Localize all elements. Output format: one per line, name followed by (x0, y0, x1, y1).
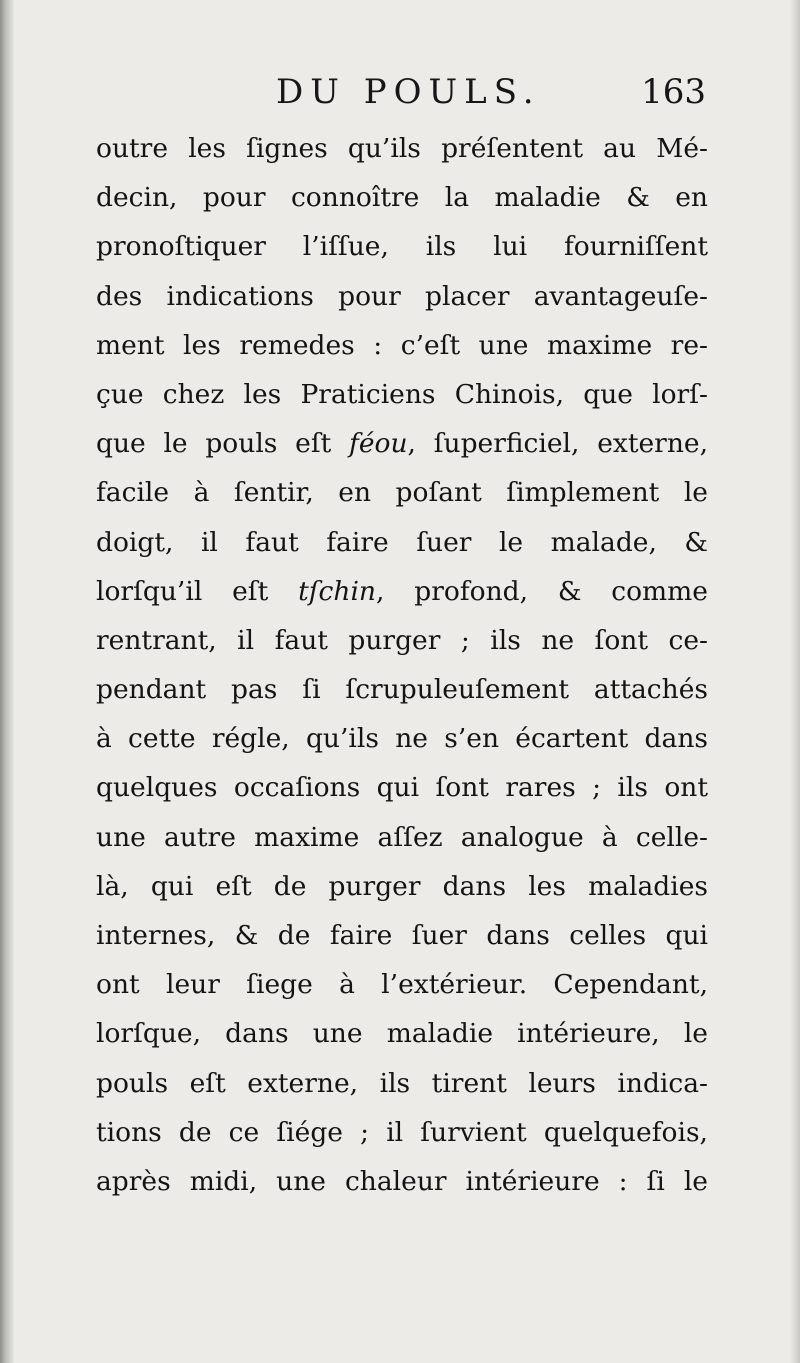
text-line (96, 911, 708, 960)
text-line (96, 714, 708, 763)
text-line (96, 272, 708, 321)
text-line (96, 321, 708, 370)
text-line (96, 1059, 708, 1108)
page-edge-shadow (790, 0, 800, 1363)
text-segment: des indications pour placer avantageuſe- (96, 280, 708, 312)
text-segment: lorſqu’il eſt (96, 575, 299, 607)
text-line (96, 1157, 708, 1206)
text-line (96, 1108, 708, 1157)
text-segment: quelques occaſions qui ſont rares ; ils ont (96, 772, 708, 804)
text-line (96, 763, 708, 812)
page-number: 163 (641, 72, 706, 112)
text-segment: facile à ſentir, en poſant ſimplement le (96, 477, 708, 509)
binding-gutter-shadow (0, 0, 14, 1363)
text-segment: rentrant, il faut purger ; ils ne ſont ce- (96, 624, 708, 656)
text-line (96, 567, 708, 616)
text-segment: une autre maxime aſſez analogue à celle- (96, 821, 708, 853)
text-segment: ont leur ſiege à l’extérieur. Cependant, (96, 969, 708, 1001)
body-text (96, 124, 708, 1206)
text-segment: doigt, il faut faire ſuer le malade, & (96, 526, 708, 558)
text-segment: çue chez les Praticiens Chinois, que lorſ- (96, 378, 708, 410)
text-line (96, 419, 708, 468)
running-head: DU POULS. (276, 72, 541, 112)
text-line (96, 616, 708, 665)
text-line (96, 468, 708, 517)
text-segment: pendant pas ſi ſcrupuleuſement attachés (96, 674, 708, 706)
text-segment: lorſque, dans une maladie intérieure, le (96, 1018, 708, 1050)
text-segment: après midi, une chaleur intérieure : ſi le (96, 1165, 708, 1197)
text-line (96, 370, 708, 419)
text-line (96, 124, 708, 173)
text-line (96, 518, 708, 567)
text-segment: ment les remedes : c’eſt une maxime re- (96, 329, 708, 361)
text-line (96, 1009, 708, 1058)
text-line (96, 960, 708, 1009)
text-segment: tions de ce ſiége ; il ſurvient quelquefois, (96, 1116, 708, 1148)
text-segment: pouls eſt externe, ils tirent leurs indica- (96, 1067, 708, 1099)
text-segment: là, qui eſt de purger dans les maladies (96, 870, 708, 902)
page-header (96, 72, 706, 122)
italic-term: tſchin (298, 575, 376, 607)
text-segment: , ſuperficiel, externe, (407, 428, 708, 460)
text-segment: pronoſtiquer l’iſſue, ils lui fourniſſent (96, 231, 708, 263)
text-segment: outre les ſignes qu’ils préſentent au Mé- (96, 133, 708, 164)
text-segment: internes, & de faire ſuer dans celles qui (96, 920, 708, 951)
text-segment: decin, pour connoître la maladie & en (96, 182, 708, 214)
text-line (96, 173, 708, 222)
text-line (96, 862, 708, 911)
text-line (96, 813, 708, 862)
text-line (96, 665, 708, 714)
text-segment: à cette régle, qu’ils ne s’en écartent dans (96, 723, 708, 755)
italic-term: féou (349, 428, 408, 460)
text-segment: que le pouls eſt (96, 428, 350, 460)
text-line (96, 222, 708, 271)
text-segment: , profond, & comme (376, 575, 708, 607)
